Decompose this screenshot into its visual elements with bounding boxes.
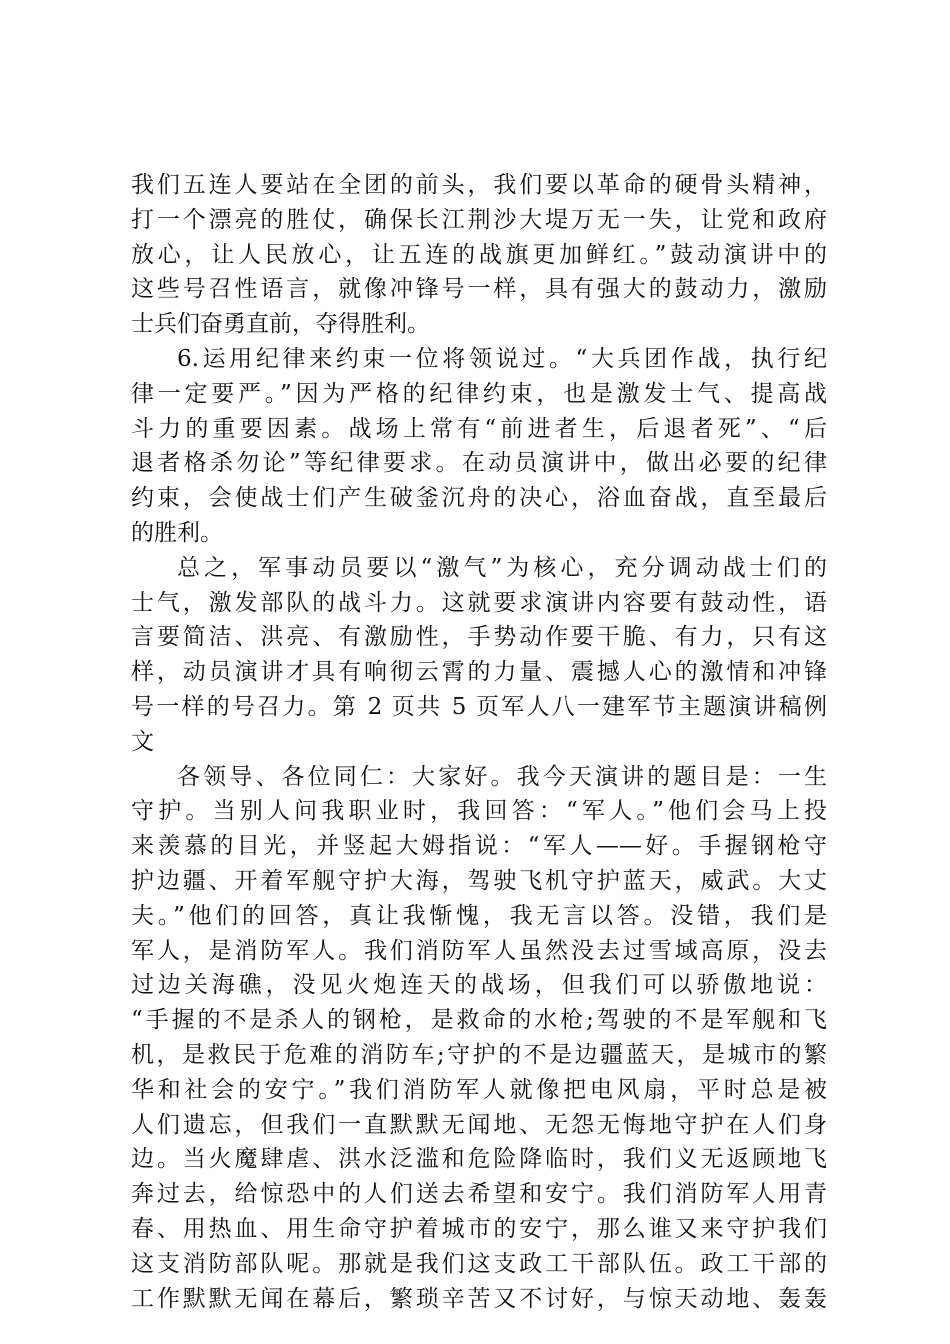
text-line: 春、用热血、用生命守护着城市的安宁，那么谁又来守护我们 (131, 1215, 827, 1242)
text-line: 斗力的重要因素。战场上常有“前进者生，后退者死”、“后 (131, 415, 827, 442)
text-line: 的胜利。 (131, 519, 223, 546)
text-line: 士气，激发部队的战斗力。这就要求演讲内容要有鼓动性，语 (131, 589, 827, 616)
text-line: 守护。当别人问我职业时，我回答：“军人。”他们会马上投 (131, 798, 827, 825)
text-line: 机，是救民于危难的消防车;守护的不是边疆蓝天，是城市的繁 (131, 1041, 827, 1068)
text-line: 来羡慕的目光，并竖起大姆指说：“军人——好。手握钢枪守 (131, 833, 827, 860)
text-line: 退者格杀勿论”等纪律要求。在动员演讲中，做出必要的纪律 (131, 450, 827, 477)
text-line: 过边关海礁，没见火炮连天的战场，但我们可以骄傲地说： (131, 972, 827, 999)
text-line: 这些号召性语言，就像冲锋号一样，具有强大的鼓动力，激励 (131, 276, 827, 303)
text-line: “手握的不是杀人的钢枪，是救命的水枪;驾驶的不是军舰和飞 (131, 1007, 827, 1034)
body-text (131, 168, 827, 1316)
text-line: 总之，军事动员要以“激气”为核心，充分调动战士们的 (177, 554, 827, 581)
text-line: 士兵们奋勇直前，夺得胜利。 (131, 311, 430, 338)
text-line: 文 (131, 728, 154, 755)
text-line: 军人，是消防军人。我们消防军人虽然没去过雪域高原，没去 (131, 937, 827, 964)
text-line: 约束，会使战士们产生破釜沉舟的决心，浴血奋战，直至最后 (131, 485, 827, 512)
text-line: 言要简洁、洪亮、有激励性，手势动作要干脆、有力，只有这 (131, 624, 827, 651)
text-line: 华和社会的安宁。”我们消防军人就像把电风扇，平时总是被 (131, 1076, 827, 1103)
text-line: 这支消防部队呢。那就是我们这支政工干部队伍。政工干部的 (131, 1250, 827, 1277)
text-line: 6.运用纪律来约束一位将领说过。“大兵团作战，执行纪 (177, 345, 827, 372)
text-line: 夫。”他们的回答，真让我惭愧，我无言以答。没错，我们是 (131, 902, 827, 929)
text-line: 律一定要严。”因为严格的纪律约束，也是激发士气、提高战 (131, 380, 827, 407)
text-line: 号一样的号召力。第 2 页共 5 页军人八一建军节主题演讲稿例 (131, 693, 827, 720)
text-line: 样，动员演讲才具有响彻云霄的力量、震撼人心的激情和冲锋 (131, 659, 827, 686)
text-line: 奔过去，给惊恐中的人们送去希望和安宁。我们消防军人用青 (131, 1181, 827, 1208)
text-line: 人们遗忘，但我们一直默默无闻地、无怨无悔地守护在人们身 (131, 1111, 827, 1138)
text-line: 各领导、各位同仁：大家好。我今天演讲的题目是：一生 (177, 763, 827, 790)
text-line: 工作默默无闻在幕后，繁琐辛苦又不讨好，与惊天动地、轰轰 (131, 1285, 827, 1312)
text-line: 放心，让人民放心，让五连的战旗更加鲜红。”鼓动演讲中的 (131, 241, 827, 268)
text-line: 打一个漂亮的胜仗，确保长江荆沙大堤万无一失，让党和政府 (131, 206, 827, 233)
text-line: 我们五连人要站在全团的前头，我们要以革命的硬骨头精神， (131, 172, 827, 198)
text-line: 边。当火魔肆虐、洪水泛滥和危险降临时，我们义无返顾地飞 (131, 1146, 827, 1173)
text-line: 护边疆、开着军舰守护大海，驾驶飞机守护蓝天，威武。大丈 (131, 867, 827, 894)
